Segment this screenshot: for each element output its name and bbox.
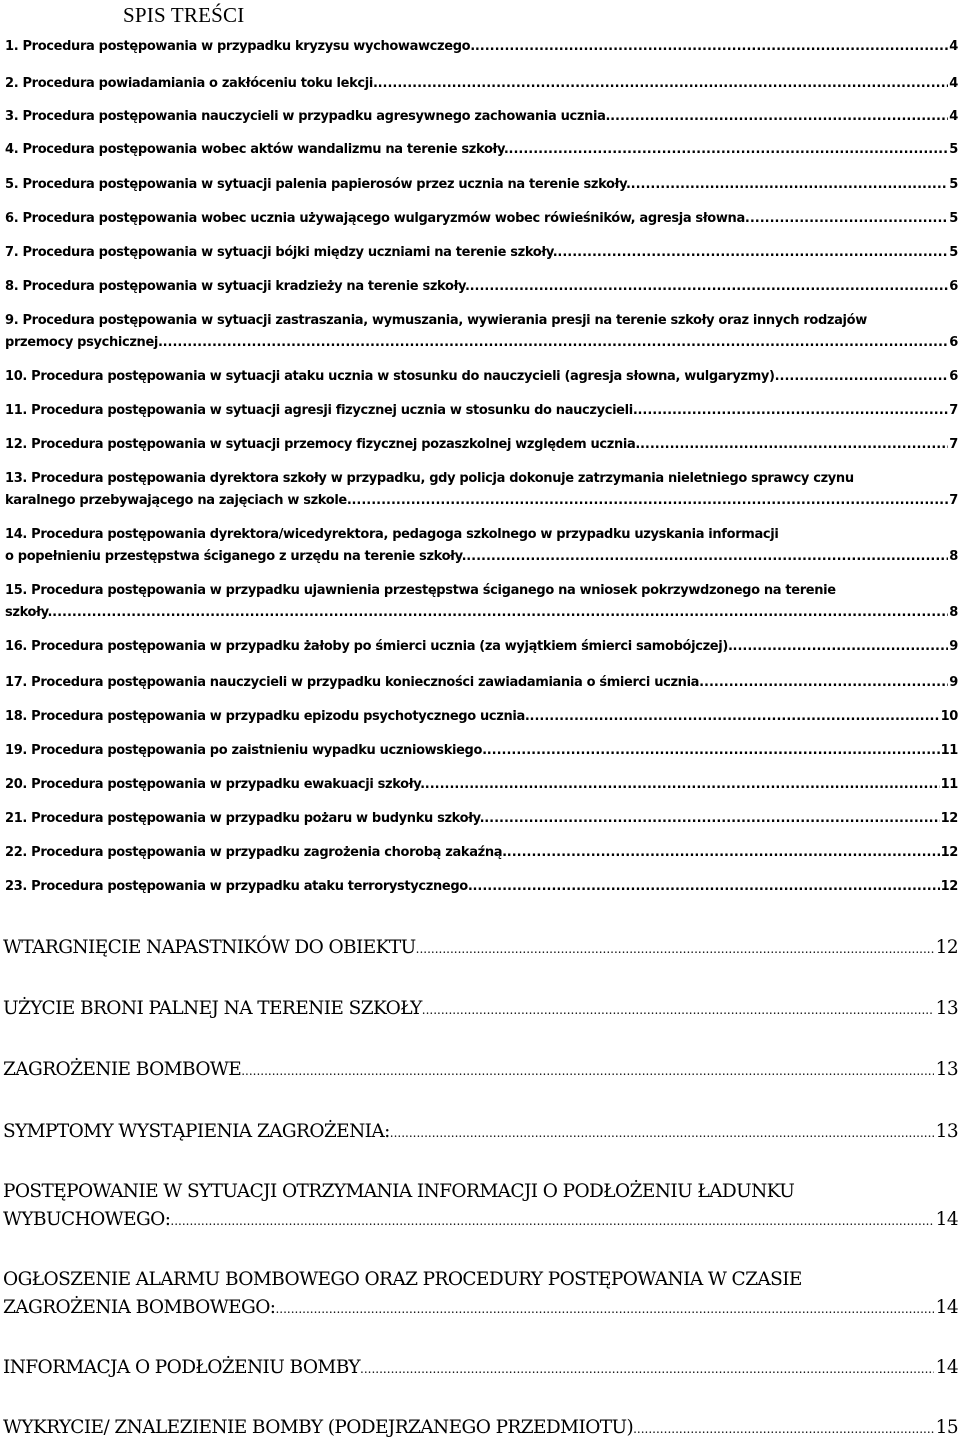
toc-entry-3[interactable] [5, 106, 958, 128]
toc-entry-page: 11 [940, 777, 958, 792]
toc-entry-text: 10. Procedura postępowania w sytuacji ataku ucznia w stosunku do nauczycieli (agresja słowna, wulgaryzmy) [5, 369, 775, 384]
leader-dots [487, 740, 940, 762]
leader-dots [640, 434, 948, 456]
toc-section-text-line1: POSTĘPOWANIE W SYTUACJI OTRZYMANIA INFORMACJI O PODŁOŻENIU ŁADUNKU [3, 1181, 795, 1202]
leader-dots [509, 139, 949, 161]
toc-entry-text: 4. Procedura postępowania wobec aktów wandalizmu na terenie szkoły. [5, 142, 509, 157]
toc-entry-text: 6. Procedura postępowania wobec ucznia używającego wulgaryzmów wobec rówieśników, agresja słowna [5, 211, 745, 226]
toc-section-page: 13 [935, 1121, 958, 1142]
toc-entry-page: 5 [949, 211, 958, 226]
leader-dots [52, 602, 948, 624]
toc-entry-text: 20. Procedura postępowania w przypadku ewakuacji szkoły. [5, 777, 425, 792]
toc-entry-page: 9 [949, 675, 958, 690]
toc-entry-page: 6 [949, 335, 958, 350]
toc-entry-text: karalnego przebywającego na zajęciach w szkole. [5, 493, 352, 508]
toc-entry-2[interactable] [5, 73, 958, 95]
toc-section-text-line1: OGŁOSZENIE ALARMU BOMBOWEGO ORAZ PROCEDURY POSTĘPOWANIA W CZASIE [3, 1269, 802, 1290]
leader-dots [610, 106, 948, 128]
toc-entry-text: 21. Procedura postępowania w przypadku pożaru w budynku szkoły. [5, 811, 485, 826]
toc-entry-page: 4 [949, 109, 958, 124]
toc-entry-5[interactable] [5, 174, 958, 196]
toc-section-page: 14 [935, 1357, 958, 1378]
toc-entry-text-line1: 9. Procedura postępowania w sytuacji zastraszania, wymuszania, wywierania presji na terenie szkoły oraz innych rodzajów [5, 313, 867, 328]
toc-entry-17[interactable] [5, 672, 958, 694]
toc-section-text: UŻYCIE BRONI PALNEJ NA TERENIE SZKOŁY [3, 998, 422, 1019]
toc-entry-11[interactable] [5, 400, 958, 422]
toc-section-text: SYMPTOMY WYSTĄPIENIA ZAGROŻENIA: [3, 1121, 390, 1142]
toc-section-page: 12 [935, 937, 958, 958]
toc-entry-13[interactable] [5, 468, 958, 512]
leader-dots [631, 174, 949, 196]
leader-dots [775, 366, 949, 388]
toc-entry-8[interactable] [5, 276, 958, 298]
leader-dots [425, 774, 940, 796]
toc-section-page: 15 [935, 1417, 958, 1438]
toc-section-text: INFORMACJA O PODŁOŻENIU BOMBY [3, 1357, 361, 1378]
leader-dots [472, 876, 939, 898]
toc-entry-text: 7. Procedura postępowania w sytuacji bójki między uczniami na terenie szkoły. [5, 245, 558, 260]
toc-entry-page: 8 [949, 605, 958, 620]
toc-entry-page: 6 [949, 369, 958, 384]
leader-dots [530, 706, 940, 728]
toc-title: SPIS TREŚCI [123, 3, 245, 27]
toc-entry-10[interactable] [5, 366, 958, 388]
toc-entry-page: 12 [940, 811, 958, 826]
toc-entry-text: 3. Procedura postępowania nauczycieli w przypadku agresywnego zachowania ucznia. [5, 109, 611, 124]
leader-dots [351, 490, 948, 512]
toc-entry-page: 6 [949, 279, 958, 294]
leader-dots [163, 332, 949, 354]
toc-entry-text: 18. Procedura postępowania w przypadku epizodu psychotycznego ucznia. [5, 709, 530, 724]
toc-section-3[interactable] [3, 1056, 958, 1085]
toc-section-text: ZAGROŻENIA BOMBOWEGO: [3, 1297, 276, 1318]
toc-entry-18[interactable] [5, 706, 958, 728]
toc-entry-12[interactable] [5, 434, 958, 456]
toc-entry-text-line1: 13. Procedura postępowania dyrektora szkoły w przypadku, gdy policja dokonuje zatrzymania nieletniego sprawcy czynu [5, 471, 854, 486]
leader-dots [733, 636, 949, 658]
toc-entry-19[interactable] [5, 740, 958, 762]
toc-entry-23[interactable] [5, 876, 958, 898]
toc-entry-16[interactable] [5, 636, 958, 658]
toc-entry-text-line1: 14. Procedura postępowania dyrektora/wicedyrektora, pedagoga szkolnego w przypadku uzyskania informacji [5, 527, 779, 542]
leader-dots [170, 1207, 933, 1235]
toc-entry-page: 12 [940, 879, 958, 894]
toc-entry-text: 11. Procedura postępowania w sytuacji agresji fizycznej ucznia w stosunku do nauczycieli. [5, 403, 638, 418]
leader-dots [416, 935, 934, 963]
toc-entry-text-line1: 15. Procedura postępowania w przypadku ujawnienia przestępstwa ściganego na wniosek pokrzywdzonego na terenie [5, 583, 836, 598]
toc-entry-6[interactable] [5, 208, 958, 230]
toc-entry-text: 23. Procedura postępowania w przypadku ataku terrorystycznego. [5, 879, 473, 894]
toc-section-5[interactable] [3, 1178, 958, 1235]
leader-dots [378, 73, 949, 95]
toc-entry-text: 5. Procedura postępowania w sytuacji palenia papierosów przez ucznia na terenie szkoły. [5, 177, 631, 192]
toc-entry-page: 5 [949, 177, 958, 192]
leader-dots [390, 1119, 934, 1147]
toc-section-1[interactable] [3, 934, 958, 963]
toc-section-page: 13 [935, 1059, 958, 1080]
leader-dots [557, 242, 948, 264]
toc-entry-text: o popełnieniu przestępstwa ściganego z urzędu na terenie szkoły. [5, 549, 467, 564]
toc-entry-text: 2. Procedura powiadamiania o zakłóceniu toku lekcji. [5, 76, 378, 91]
leader-dots [633, 1415, 934, 1443]
toc-entry-page: 7 [949, 493, 958, 508]
toc-entry-7[interactable] [5, 242, 958, 264]
toc-section-7[interactable] [3, 1354, 958, 1383]
toc-entry-text: przemocy psychicznej. [5, 335, 163, 350]
toc-entry-text: 17. Procedura postępowania nauczycieli w przypadku konieczności zawiadamiania o śmierci ucznia [5, 675, 700, 690]
toc-section-6[interactable] [3, 1266, 958, 1323]
toc-entry-9[interactable] [5, 310, 958, 354]
toc-entry-page: 7 [949, 437, 958, 452]
toc-entry-page: 9 [949, 639, 958, 654]
toc-entry-text: 12. Procedura postępowania w sytuacji przemocy fizycznej pozaszkolnej względem ucznia. [5, 437, 640, 452]
toc-section-text: WYBUCHOWEGO: [3, 1209, 171, 1230]
toc-entry-page: 7 [949, 403, 958, 418]
leader-dots [241, 1057, 933, 1085]
toc-entry-text: 16. Procedura postępowania w przypadku żałoby po śmierci ucznia (za wyjątkiem śmierci samobójczej). [5, 639, 733, 654]
leader-dots [745, 208, 948, 230]
toc-entry-text: 8. Procedura postępowania w sytuacji kradzieży na terenie szkoły. [5, 279, 470, 294]
toc-entry-21[interactable] [5, 808, 958, 830]
toc-section-page: 14 [935, 1297, 958, 1318]
leader-dots [470, 276, 949, 298]
toc-entry-page: 5 [949, 245, 958, 260]
toc-entry-4[interactable] [5, 139, 958, 161]
toc-entry-page: 8 [949, 549, 958, 564]
toc-section-page: 13 [935, 998, 958, 1019]
toc-section-page: 14 [935, 1209, 958, 1230]
toc-entry-page: 10 [940, 709, 958, 724]
leader-dots [360, 1355, 934, 1383]
toc-section-4[interactable] [3, 1118, 958, 1147]
toc-section-text: ZAGROŻENIE BOMBOWE [3, 1059, 242, 1080]
toc-entry-15[interactable] [5, 580, 958, 624]
toc-entry-text: 1. Procedura postępowania w przypadku kryzysu wychowawczego. [5, 39, 475, 54]
toc-entry-1[interactable] [5, 36, 958, 58]
leader-dots [507, 842, 940, 864]
leader-dots [466, 546, 948, 568]
leader-dots [275, 1295, 933, 1323]
leader-dots [484, 808, 939, 830]
toc-entry-page: 4 [949, 76, 958, 91]
toc-entry-20[interactable] [5, 774, 958, 796]
toc-entry-page: 11 [940, 743, 958, 758]
leader-dots [475, 36, 948, 58]
leader-dots [699, 672, 948, 694]
toc-entry-22[interactable] [5, 842, 958, 864]
toc-section-text: WYKRYCIE/ ZNALEZIENIE BOMBY (PODEJRZANEGO PRZEDMIOTU) [3, 1417, 634, 1438]
toc-section-text: WTARGNIĘCIE NAPASTNIKÓW DO OBIEKTU [3, 937, 416, 958]
toc-section-8[interactable] [3, 1414, 958, 1443]
toc-section-2[interactable] [3, 995, 958, 1024]
toc-entry-page: 5 [949, 142, 958, 157]
toc-entry-page: 4 [949, 39, 958, 54]
toc-entry-text: 22. Procedura postępowania w przypadku zagrożenia chorobą zakaźną. [5, 845, 507, 860]
toc-entry-text: szkoły. [5, 605, 53, 620]
toc-entry-14[interactable] [5, 524, 958, 568]
leader-dots [422, 996, 934, 1024]
toc-entry-text: 19. Procedura postępowania po zaistnieniu wypadku uczniowskiego. [5, 743, 487, 758]
toc-entry-page: 12 [940, 845, 958, 860]
leader-dots [637, 400, 948, 422]
